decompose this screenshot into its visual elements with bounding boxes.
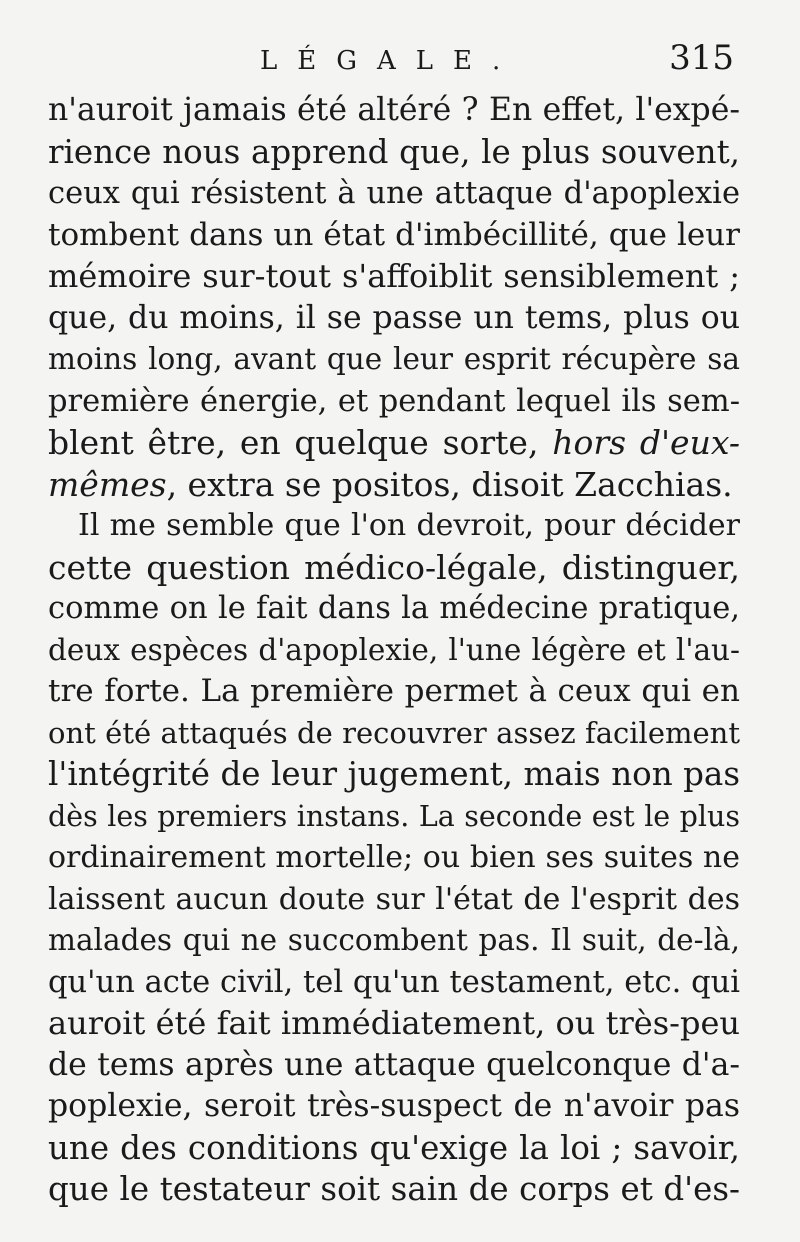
text-line: cette question médico-légale, distinguer, — [48, 547, 740, 587]
body-text — [48, 90, 740, 1211]
text-line: auroit été fait immédiatement, ou très-peu — [48, 1004, 740, 1042]
text-line: ont été attaqués de recouvrer assez facilement — [48, 715, 740, 750]
text-line: poplexie, seroit très-suspect de n'avoir pas — [48, 1088, 740, 1124]
text-line: de tems après une attaque quelconque d'a- — [48, 1046, 740, 1083]
running-head: LÉGALE. — [260, 46, 521, 76]
text-line: laissent aucun doute sur l'état de l'esprit des — [48, 881, 740, 917]
text-line: malades qui ne succombent pas. Il suit, de-là, — [48, 923, 740, 957]
text-line: moins long, avant que leur esprit récupère sa — [48, 342, 740, 376]
text-line: que le testateur soit sain de corps et d'es- — [48, 1170, 740, 1208]
text-line: rience nous apprend que, le plus souvent, — [48, 132, 740, 171]
text-line: qu'un acte civil, tel qu'un testament, etc. qui — [48, 964, 740, 1000]
text-line: comme on le fait dans la médecine pratique, — [48, 591, 740, 626]
text-line: Il me semble que l'on devroit, pour décider — [78, 508, 740, 543]
page-header — [48, 38, 740, 90]
text-segment: blent être, en quelque sorte, — [48, 423, 553, 462]
text-line: une des conditions qu'exige la loi ; savoir, — [48, 1128, 740, 1167]
text-line: n'auroit jamais été altéré ? En effet, l'expé- — [48, 92, 740, 128]
text-line: deux espèces d'apoplexie, l'une légère et l'au- — [48, 632, 740, 667]
italic-phrase: mêmes — [48, 464, 167, 504]
text-line: première énergie, et pendant lequel ils sem- — [48, 383, 740, 419]
text-line: mémoire sur-tout s'affoiblit sensiblement ; — [48, 257, 740, 295]
text-line: l'intégrité de leur jugement, mais non pas — [48, 755, 740, 793]
text-line: ordinairement mortelle; ou bien ses suites ne — [48, 840, 740, 875]
page-number: 315 — [669, 38, 734, 78]
text-line — [48, 464, 740, 506]
text-line: tombent dans un état d'imbécillité, que leur — [48, 216, 740, 253]
italic-phrase: hors d'eux- — [552, 423, 741, 462]
text-line: ceux qui résistent à une attaque d'apoplexie — [48, 176, 740, 211]
text-line: dès les premiers instans. La seconde est le plus — [48, 799, 740, 833]
text-line: que, du moins, il se passe un tems, plus ou — [48, 299, 740, 336]
text-line: tre forte. La première permet à ceux qui en — [48, 673, 740, 709]
text-line — [48, 422, 740, 464]
text-segment: , extra se positos, disoit Zacchias. — [166, 464, 733, 504]
